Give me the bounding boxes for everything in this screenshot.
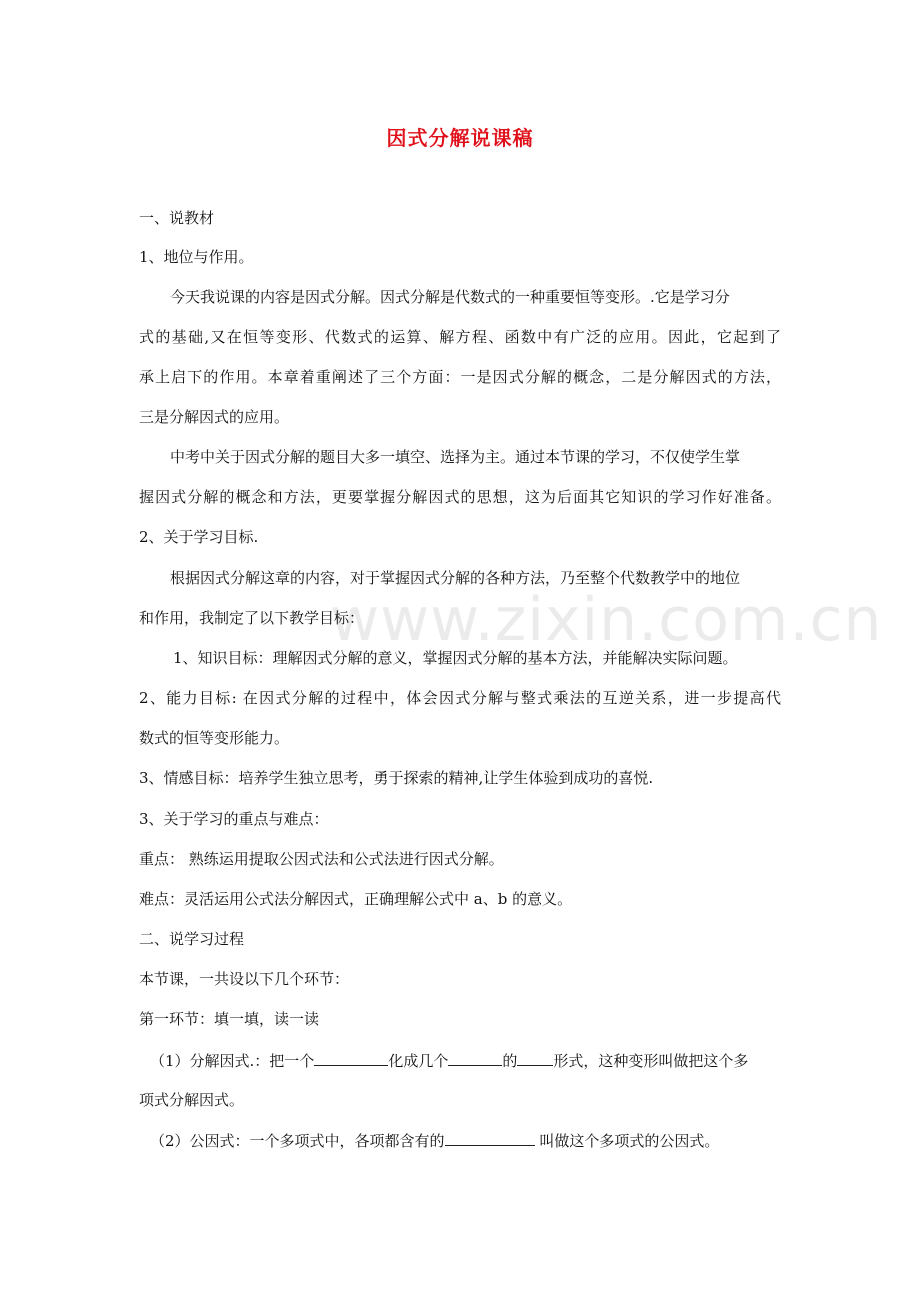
subheading-2: 2、关于学习目标. — [139, 528, 259, 546]
section-heading-2: 二、说学习过程 — [139, 930, 245, 948]
fill-blank — [517, 1050, 553, 1066]
fill-blank — [448, 1050, 502, 1066]
subheading-3: 3、关于学习的重点与难点： — [139, 810, 329, 828]
paragraph-line: 中考中关于因式分解的题目大多一填空、选择为主。通过本节课的学习，不仅使学生掌 — [170, 448, 741, 466]
section-heading-1: 一、说教材 — [139, 209, 215, 227]
paragraph-line: 握因式分解的概念和方法，更要掌握分解因式的思想，这为后面其它知识的学习作好准备。 — [139, 488, 781, 506]
paragraph-line: 根据因式分解这章的内容，对于掌握因式分解的各种方法，乃至整个代数教学中的地位 — [170, 569, 741, 587]
question-2-text: （2）公因式：一个多项式中，各项都含有的 — [150, 1132, 445, 1150]
question-1-text: （1）分解因式.：把一个 — [150, 1052, 315, 1070]
goal-emotion: 3、情感目标：培养学生独立思考，勇于探索的精神,让学生体验到成功的喜悦. — [139, 769, 654, 787]
difficult-point: 难点：灵活运用公式法分解因式，正确理解公式中 a、b 的意义。 — [139, 890, 573, 908]
document-title: 因式分解说课稿 — [386, 126, 534, 150]
question-1-continued: 项式分解因式。 — [139, 1091, 245, 1109]
question-1-text: 的 — [502, 1052, 518, 1070]
question-2 — [150, 1130, 719, 1151]
fill-blank — [445, 1130, 535, 1146]
paragraph-line: 数式的恒等变形能力。 — [139, 729, 290, 747]
paragraph-line: 本节课，一共设以下几个环节： — [139, 970, 350, 988]
watermark: www.zixin.com.cn — [330, 585, 883, 655]
question-1-text: 形式，这种变形叫做把这个多 — [553, 1052, 749, 1070]
paragraph-line: 式的基础,又在恒等变形、代数式的运算、解方程、函数中有广泛的应用。因此，它起到了 — [139, 328, 781, 346]
fill-blank — [314, 1050, 388, 1066]
paragraph-line: 第一环节：填一填，读一读 — [139, 1010, 320, 1028]
subheading-1: 1、地位与作用。 — [139, 248, 254, 266]
paragraph-line: 和作用，我制定了以下教学目标： — [139, 609, 365, 627]
paragraph-line: 今天我说课的内容是因式分解。因式分解是代数式的一种重要恒等变形。.它是学习分 — [170, 288, 730, 306]
question-1 — [150, 1050, 748, 1071]
key-point: 重点： 熟练运用提取公因式法和公式法进行因式分解。 — [139, 850, 504, 868]
paragraph-line: 三是分解因式的应用。 — [139, 408, 290, 426]
goal-knowledge: 1、知识目标：理解因式分解的意义，掌握因式分解的基本方法，并能解决实际问题。 — [173, 649, 738, 667]
paragraph-line: 承上启下的作用。本章着重阐述了三个方面：一是因式分解的概念，二是分解因式的方法， — [139, 368, 781, 386]
question-2-text: 叫做这个多项式的公因式。 — [534, 1132, 720, 1150]
question-1-text: 化成几个 — [388, 1052, 449, 1070]
goal-ability: 2、能力目标: 在因式分解的过程中，体会因式分解与整式乘法的互逆关系，进一步提高代 — [139, 689, 781, 707]
